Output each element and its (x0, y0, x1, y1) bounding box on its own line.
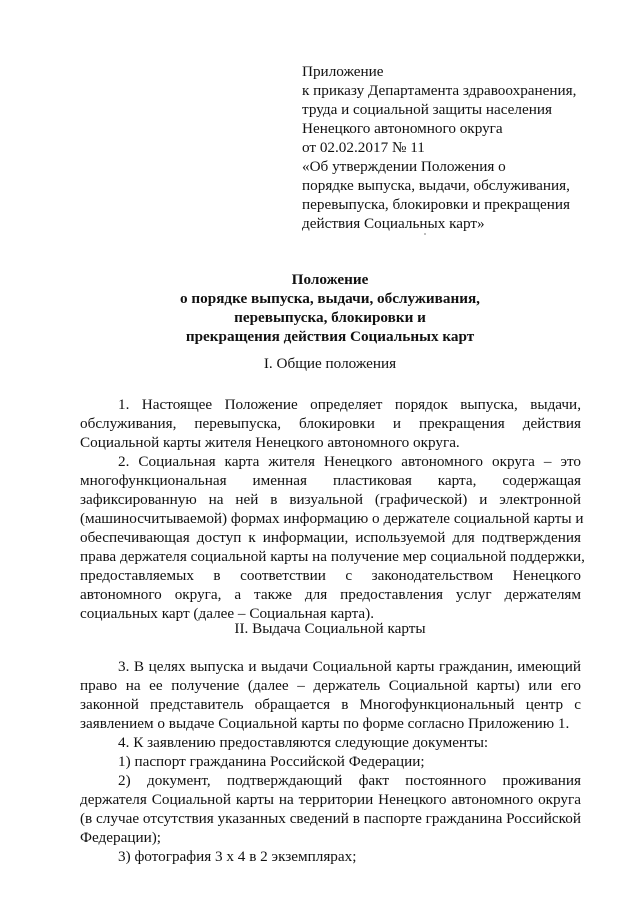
appendix-line: труда и социальной защиты населения (302, 101, 552, 118)
paragraph-3 (80, 657, 581, 733)
paragraph-line: автономного округа, а также для предоставления услуг держателям (80, 586, 581, 603)
paragraph-line: обслуживания, перевыпуска, блокировки и прекращения действия (80, 415, 581, 432)
appendix-line: к приказу Департамента здравоохранения, (302, 82, 577, 99)
section-heading-general: I. Общие положения (263, 355, 397, 372)
paragraph-line: зафиксированную на ней в визуальной (графической) и электронной (80, 491, 581, 508)
title-line: о порядке выпуска, выдачи, обслуживания, (180, 290, 480, 307)
paragraph-line: права держателя социальной карты на получение мер социальной поддержки, (80, 548, 585, 565)
scan-speck (424, 233, 426, 235)
list-item-1 (80, 752, 581, 771)
paragraph-1 (80, 395, 581, 452)
appendix-header (302, 62, 602, 233)
appendix-line: Приложение (302, 63, 384, 80)
section-heading-issuance: II. Выдача Социальной карты (234, 620, 426, 637)
paragraph-line: Федерации); (80, 829, 162, 846)
title-line: перевыпуска, блокировки и (234, 309, 426, 326)
paragraph-line: держателя Социальной карты на территории Ненецкого автономного округа (80, 791, 581, 808)
paragraph-line: право на ее получение (далее – держатель Социальной карты) или его (80, 677, 581, 694)
paragraph-line: 4. К заявлению предоставляются следующие документы: (118, 734, 489, 751)
paragraph-line: обеспечивающая доступ к информации, используемой для подтверждения (80, 529, 581, 546)
title-line: прекращения действия Социальных карт (185, 328, 475, 345)
list-item-3 (80, 847, 581, 866)
paragraph-line: заявлением о выдаче Социальной карты по форме согласно Приложению 1. (80, 715, 570, 732)
paragraph-2 (80, 452, 585, 623)
paragraph-line: 1) паспорт гражданина Российской Федерации; (118, 753, 425, 770)
appendix-line: перевыпуска, блокировки и прекращения (302, 196, 570, 213)
paragraph-line: 1. Настоящее Положение определяет порядок выпуска, выдачи, (118, 396, 581, 413)
paragraph-4 (80, 733, 581, 752)
appendix-line: действия Социальных карт» (302, 215, 485, 232)
paragraph-line: (в случае отсутствия указанных сведений в паспорте гражданина Российской (80, 810, 581, 827)
appendix-line: Ненецкого автономного округа (302, 120, 503, 137)
paragraph-line: Социальной карты жителя Ненецкого автономного округа. (80, 434, 460, 451)
paragraph-line: социальных карт (далее – Социальная карта). (80, 605, 375, 622)
list-item-2 (80, 771, 581, 847)
appendix-line: порядке выпуска, выдачи, обслуживания, (302, 177, 570, 194)
document-title (110, 270, 550, 346)
title-line: Положение (291, 271, 369, 288)
appendix-line: «Об утверждении Положения о (302, 158, 506, 175)
paragraph-line: 3) фотография 3 х 4 в 2 экземплярах; (118, 848, 357, 865)
paragraph-line: 3. В целях выпуска и выдачи Социальной карты гражданин, имеющий (118, 658, 581, 675)
paragraph-line: 2) документ, подтверждающий факт постоянного проживания (118, 772, 581, 789)
paragraph-line: предоставляемых в соответствии с законодательством Ненецкого (80, 567, 581, 584)
paragraph-line: многофункциональная именная пластиковая карта, содержащая (80, 472, 581, 489)
appendix-line: от 02.02.2017 № 11 (302, 139, 425, 156)
paragraph-line: законной представитель обращается в Многофункциональный центр с (80, 696, 581, 713)
paragraph-line: 2. Социальная карта жителя Ненецкого автономного округа – это (118, 453, 581, 470)
paragraph-line: (машиносчитываемой) формах информацию о держателе социальной карты и (80, 510, 584, 527)
